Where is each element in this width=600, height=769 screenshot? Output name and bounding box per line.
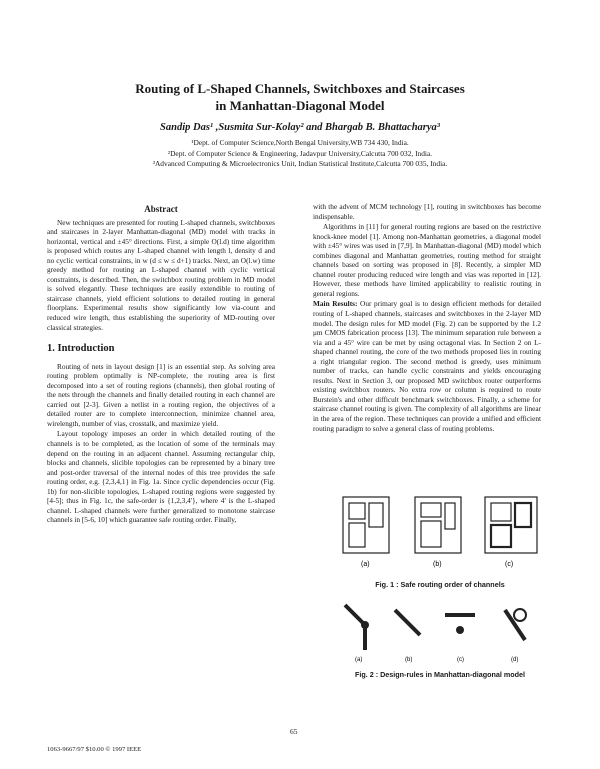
fig1-label-b: (b)	[433, 561, 442, 568]
page-number: 65	[290, 727, 298, 736]
main-results-paragraph	[313, 299, 541, 433]
fig1-label-c: (c)	[505, 561, 514, 568]
figure-area	[335, 493, 545, 679]
intro-paragraph-2: Layout topology imposes an order in which detailed routing of the channels is to be completed, as the location of some of the terminals may depend on the routing in an adjacent channel. Assuming rectangular chip, blocks and channels, slicible topologies can be represented by a binary tree and post-order traversal of the internal nodes of this tree provides the safe routing order, e.g. {2,3,4,1} in Fig. 1a. Since cyclic dependencies occur (Fig. 1b) for non-slicible topologies, L-shaped routing regions were suggested by [4-5]; thus in Fig. 1c, the safe-order is {1,2,3,4'}, where 4' is the L-shaped channel. L-shaped channels were further generalized to monotone staircase channels in [5-6, 10] which guarantee safe routing order. Finally,	[47, 429, 275, 525]
figure-1-drawing	[335, 493, 545, 575]
intro-paragraph-1: Routing of nets in layout design [1] is an essential step. As solving area routing problem optimally is NP-complete, the routing area is first decomposed into a set of routing regions (channels), then global routing of the nets through the channels and finally detailed routing in each channel are carried out [2-3]. Given a netlist in a routing region, the objectives of a detailed router are to complete interconnection, minimize channel area, wirelength, number of vias, crosstalk, and maximize yield.	[47, 361, 275, 428]
figure-2-caption: Fig. 2 : Design-rules in Manhattan-diagonal model	[354, 670, 526, 679]
fig2-label-b: (b)	[405, 657, 413, 663]
abstract-text: New techniques are presented for routing L-shaped channels, switchboxes and staircases in 2-layer Manhattan-diagonal (MD) model with tracks in horizontal, vertical and ±45° directions. First, a simple O(l.d) time algorithm is proposed which routes any L-shaped channel with length l, density d and no cyclic vertical constraints, in w (d ≤ w ≤ d+1) tracks. Next, an O(l.w) time greedy method for routing an L-shaped channel with cyclic vertical constraints, is described. Then, the switchbox routing problem in MD model is solved elegantly. These techniques are easily extendible to routing of staircase channels, yield efficient solutions to detailed routing in general floorplans. Experimental results show significantly low via-count and reduced wire length, thus establishing the superiority of MD-routing over classical strategies.	[47, 217, 275, 332]
right-paragraph-1: with the advent of MCM technology [1], routing in switchboxes has become indispensable.	[313, 202, 541, 221]
fig1-label-a: (a)	[361, 561, 370, 568]
affiliation-2: ²Dept. of Computer Science & Engineering, Jadavpur University,Calcutta 700 032, India.	[167, 148, 433, 158]
paper-title	[60, 80, 540, 114]
affiliation-3: ³Advanced Computing & Microelectronics Unit, Indian Statistical Institute,Calcutta 700 035, India.	[152, 159, 448, 168]
figure-1-caption: Fig. 1 : Safe routing order of channels	[375, 580, 505, 589]
main-results-lead: Main Results:	[313, 299, 358, 309]
fig2-label-c: (c)	[457, 657, 464, 663]
main-results-text: Our primary goal is to design efficient methods for detailed routing of L-shaped channels, staircases and switchboxes in the 2-layer MD model. The design rules for MD model (Fig. 2) can be supported by the 1.2 μm CMOS fabrication process [13]. The minimum separation rule between a via and a 45° wire can be met by using octagonal vias. In Section 2 on L-shaped channel routing, the core of the two methods proposed lies in routing a right triangular region. The second method is greedy, uses minimum number of tracks, can handle cyclic constraints and yields encouraging results. Next in Section 3, our proposed MD switchbox router outperforms existing switchbox routers. No extra row or column is required to route Burstein's and other difficult benchmark switchboxes. Finally, a scheme for staircase channel routing is given. The complexity of all algorithms are linear in the area of the region. These techniques can provide a unified and efficient routing paradigm to solve a general class of routing problems.	[313, 299, 541, 433]
figure-2-drawing	[335, 595, 545, 665]
title-line-1: Routing of L-Shaped Channels, Switchboxes and Staircases	[135, 81, 465, 96]
right-column	[313, 202, 541, 434]
abstract-heading: Abstract	[144, 204, 178, 214]
affiliation-1: ¹Dept. of Computer Science,North Bengal University,WB 734 430, India.	[191, 138, 409, 147]
fig2-label-d: (d)	[511, 657, 519, 663]
title-line-2: in Manhattan-Diagonal Model	[215, 98, 385, 113]
copyright-footer: 1063-9667/97 $10.00 © 1997 IEEE	[47, 746, 142, 753]
introduction-heading: 1. Introduction	[47, 343, 115, 355]
authors: Sandip Das¹ ,Susmita Sur-Kolay² and Bhargab B. Bhattacharya³	[160, 122, 440, 133]
right-paragraph-2: Algorithms in [11] for general routing regions are based on the restrictive knock-knee model [1]. Among non-Manhattan geometries, a diagonal model with ±45° wires was used in [7,9]. In Manhattan-diagonal (MD) model which combines diagonal and Manhattan geometries, routing method for straight channels based on sorting was proposed in [8]. Recently, a simpler MD channel router producing reduced wire length and vias was reported in [12]. However, these methods have limited applicability to realistic routing in general regions.	[313, 222, 541, 298]
fig2-label-a: (a)	[355, 657, 363, 663]
affiliations	[60, 138, 540, 170]
left-column	[47, 205, 275, 526]
